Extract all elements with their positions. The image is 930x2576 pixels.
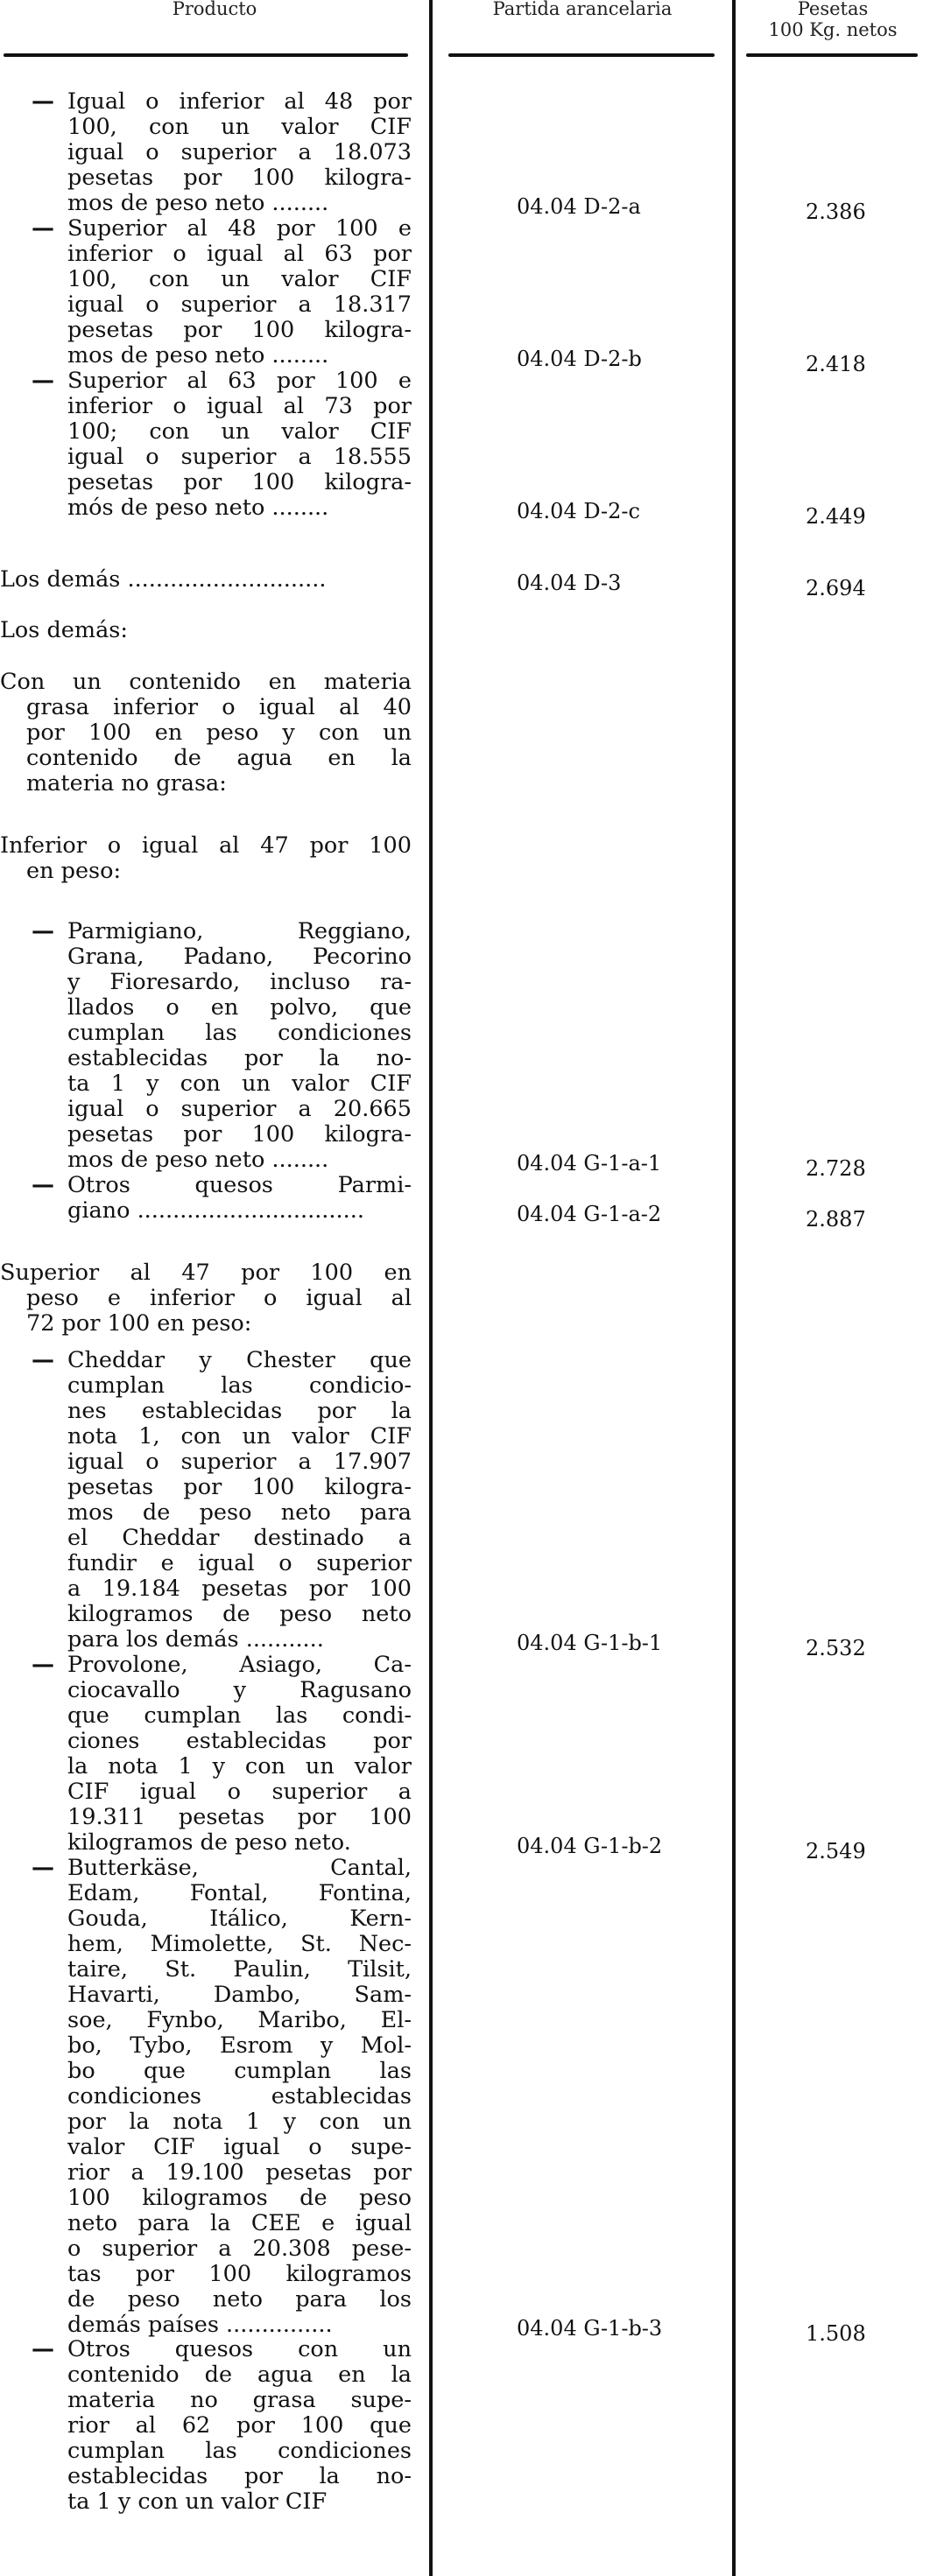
tariff-code: 04.04 G-1-b-1 <box>517 1631 663 1655</box>
text-line: bo, Tybo, Esrom y Mol- <box>67 2033 412 2059</box>
text-line: bo que cumplan las <box>67 2059 412 2084</box>
text-line: mos de peso neto ........ <box>67 1148 329 1173</box>
text-line: por la nota 1 y con un <box>67 2109 412 2135</box>
text-line: de peso neto para los <box>67 2287 412 2313</box>
product-description <box>67 1348 412 1653</box>
text-line: igual o superior a 17.907 <box>67 1449 412 1475</box>
text-line: nota 1, con un valor CIF <box>67 1424 412 1449</box>
product-description <box>67 919 412 1173</box>
text-line: Igual o inferior al 48 por <box>67 89 412 115</box>
text-line: igual o superior a 20.665 <box>67 1097 412 1122</box>
text-line: para los demás ........... <box>67 1627 324 1653</box>
pesetas-value: 2.694 <box>806 576 866 600</box>
text-line: establecidas por la no- <box>67 1046 412 1071</box>
em-dash-icon: — <box>32 1172 54 1198</box>
text-line: Havarti, Dambo, Sam- <box>67 1983 412 2008</box>
text-line: neto para la CEE e igual <box>67 2211 412 2236</box>
text-line: mos de peso neto ........ <box>67 191 329 216</box>
text-line: giano ................................ <box>67 1198 364 1224</box>
text-line: ciones establecidas por <box>67 1729 412 1754</box>
pesetas-value: 2.728 <box>806 1156 866 1181</box>
text-line: cumplan las condiciones <box>67 1021 412 1046</box>
text-line: 19.311 pesetas por 100 <box>67 1805 412 1830</box>
text-line: pesetas por 100 kilogra- <box>67 470 412 495</box>
em-dash-icon: — <box>32 1855 54 1881</box>
text-line: que cumplan las condi- <box>67 1703 412 1729</box>
text-line: igual o superior a 18.073 <box>67 140 412 165</box>
text-line: cumplan las condiciones <box>67 2439 412 2464</box>
section-heading <box>0 1260 412 1337</box>
text-line: nes establecidas por la <box>67 1399 412 1424</box>
pesetas-value: 2.418 <box>806 352 866 376</box>
text-line: ta 1 y con un valor CIF <box>67 2489 328 2515</box>
text-line: peso e inferior o igual al <box>26 1286 412 1311</box>
header-pesetas-line1: Pesetas <box>797 0 869 19</box>
em-dash-icon: — <box>32 215 54 242</box>
text-line: ciocavallo y Ragusano <box>67 1678 412 1703</box>
header-rule-pesetas <box>746 53 918 57</box>
text-line: Superior al 47 por 100 en <box>0 1260 412 1286</box>
tariff-code: 04.04 G-1-a-1 <box>517 1151 662 1176</box>
text-line: condiciones establecidas <box>67 2084 412 2109</box>
header-rule-product <box>4 53 408 57</box>
text-line: la nota 1 y con un valor <box>67 1754 412 1779</box>
text-line: Provolone, Asiago, Ca- <box>67 1653 412 1678</box>
text-line: Parmigiano, Reggiano, <box>67 919 412 944</box>
pesetas-value: 2.449 <box>806 504 866 529</box>
text-line: Grana, Padano, Pecorino <box>67 944 412 970</box>
header-tariff: Partida arancelaria <box>492 0 673 19</box>
text-line: tas por 100 kilogramos <box>67 2262 412 2287</box>
text-line: materia no grasa supe- <box>67 2388 412 2413</box>
text-line: Otros quesos con un <box>67 2337 412 2362</box>
text-line: soe, Fynbo, Maribo, El- <box>67 2008 412 2033</box>
text-line: kilogramos de peso neto. <box>67 1830 351 1856</box>
text-line: 100, con un valor CIF <box>67 267 412 292</box>
text-line: mós de peso neto ........ <box>67 495 329 521</box>
text-line: rior al 62 por 100 que <box>67 2413 412 2439</box>
text-line: contenido de agua en la <box>26 746 412 771</box>
column-divider-2 <box>732 0 736 2576</box>
text-line: Con un contenido en materia <box>0 670 412 695</box>
text-line: Inferior o igual al 47 por 100 <box>0 833 412 859</box>
text-line: rior a 19.100 pesetas por <box>67 2160 412 2186</box>
text-line: Superior al 48 por 100 e <box>67 216 412 242</box>
tariff-code: 04.04 G-1-b-2 <box>517 1834 663 1858</box>
text-line: CIF igual o superior a <box>67 1779 412 1805</box>
text-line: 100, con un valor CIF <box>67 115 412 140</box>
text-line: grasa inferior o igual al 40 <box>26 695 412 720</box>
em-dash-icon: — <box>32 2336 54 2362</box>
em-dash-icon: — <box>32 368 54 394</box>
section-heading <box>0 618 412 643</box>
text-line: fundir e igual o superior <box>67 1551 412 1576</box>
text-line: hem, Mimolette, St. Nec- <box>67 1932 412 1957</box>
text-line: pesetas por 100 kilogra- <box>67 165 412 191</box>
text-line: igual o superior a 18.317 <box>67 292 412 318</box>
text-line: llados o en polvo, que <box>67 995 412 1021</box>
header-pesetas-line2: 100 Kg. netos <box>768 19 898 40</box>
text-line: Gouda, Itálico, Kern- <box>67 1906 412 1932</box>
text-line: igual o superior a 18.555 <box>67 445 412 470</box>
pesetas-value: 2.549 <box>806 1839 866 1864</box>
product-description <box>0 567 412 593</box>
text-line: ta 1 y con un valor CIF <box>67 1071 412 1097</box>
pesetas-value: 1.508 <box>806 2321 866 2346</box>
text-line: 72 por 100 en peso: <box>26 1311 252 1337</box>
product-description <box>67 369 412 521</box>
text-line: Cheddar y Chester que <box>67 1348 412 1373</box>
text-line: pesetas por 100 kilogra- <box>67 318 412 343</box>
text-line: pesetas por 100 kilogra- <box>67 1122 412 1148</box>
text-line: contenido de agua en la <box>67 2362 412 2388</box>
text-line: Los demás ............................ <box>0 567 327 593</box>
text-line: mos de peso neto ........ <box>67 343 329 369</box>
product-description <box>67 2337 412 2515</box>
em-dash-icon: — <box>32 1347 54 1373</box>
header-pesetas <box>736 0 930 40</box>
text-line: taire, St. Paulin, Tilsit, <box>67 1957 412 1983</box>
pesetas-value: 2.386 <box>806 200 866 224</box>
text-line: Los demás: <box>0 618 128 643</box>
text-line: y Fioresardo, incluso ra- <box>67 970 412 995</box>
column-divider-1 <box>429 0 433 2576</box>
header-product: Producto <box>172 0 257 19</box>
pesetas-value: 2.887 <box>806 1207 866 1232</box>
pesetas-value: 2.532 <box>806 1636 866 1660</box>
tariff-code: 04.04 D-2-a <box>517 194 641 219</box>
product-description <box>67 216 412 369</box>
text-line: Superior al 63 por 100 e <box>67 369 412 394</box>
text-line: valor CIF igual o supe- <box>67 2135 412 2160</box>
text-line: a 19.184 pesetas por 100 <box>67 1576 412 1602</box>
em-dash-icon: — <box>32 88 54 115</box>
tariff-code: 04.04 D-3 <box>517 571 622 595</box>
text-line: inferior o igual al 63 por <box>67 242 412 267</box>
section-heading <box>0 833 412 884</box>
text-line: inferior o igual al 73 por <box>67 394 412 419</box>
text-line: o superior a 20.308 pese- <box>67 2236 412 2262</box>
text-line: por 100 en peso y con un <box>26 720 412 746</box>
text-line: 100; con un valor CIF <box>67 419 412 445</box>
text-line: cumplan las condicio- <box>67 1373 412 1399</box>
section-heading <box>0 670 412 797</box>
text-line: pesetas por 100 kilogra- <box>67 1475 412 1500</box>
text-line: Butterkäse, Cantal, <box>67 1856 412 1881</box>
tariff-code: 04.04 G-1-a-2 <box>517 1202 662 1226</box>
header-rule-tariff <box>448 53 715 57</box>
text-line: kilogramos de peso neto <box>67 1602 412 1627</box>
text-line: en peso: <box>26 859 122 884</box>
em-dash-icon: — <box>32 918 54 944</box>
tariff-code: 04.04 G-1-b-3 <box>517 2316 663 2341</box>
em-dash-icon: — <box>32 1652 54 1678</box>
product-description <box>67 1856 412 2338</box>
text-line: establecidas por la no- <box>67 2464 412 2489</box>
tariff-code: 04.04 D-2-c <box>517 499 640 523</box>
product-description <box>67 1653 412 1856</box>
product-description <box>67 89 412 216</box>
text-line: Otros quesos Parmi- <box>67 1173 412 1198</box>
tariff-code: 04.04 D-2-b <box>517 347 642 371</box>
text-line: Edam, Fontal, Fontina, <box>67 1881 412 1906</box>
text-line: demás países ............... <box>67 2313 333 2338</box>
text-line: el Cheddar destinado a <box>67 1526 412 1551</box>
text-line: mos de peso neto para <box>67 1500 412 1526</box>
text-line: materia no grasa: <box>26 771 227 797</box>
text-line: 100 kilogramos de peso <box>67 2186 412 2211</box>
product-description <box>67 1173 412 1224</box>
